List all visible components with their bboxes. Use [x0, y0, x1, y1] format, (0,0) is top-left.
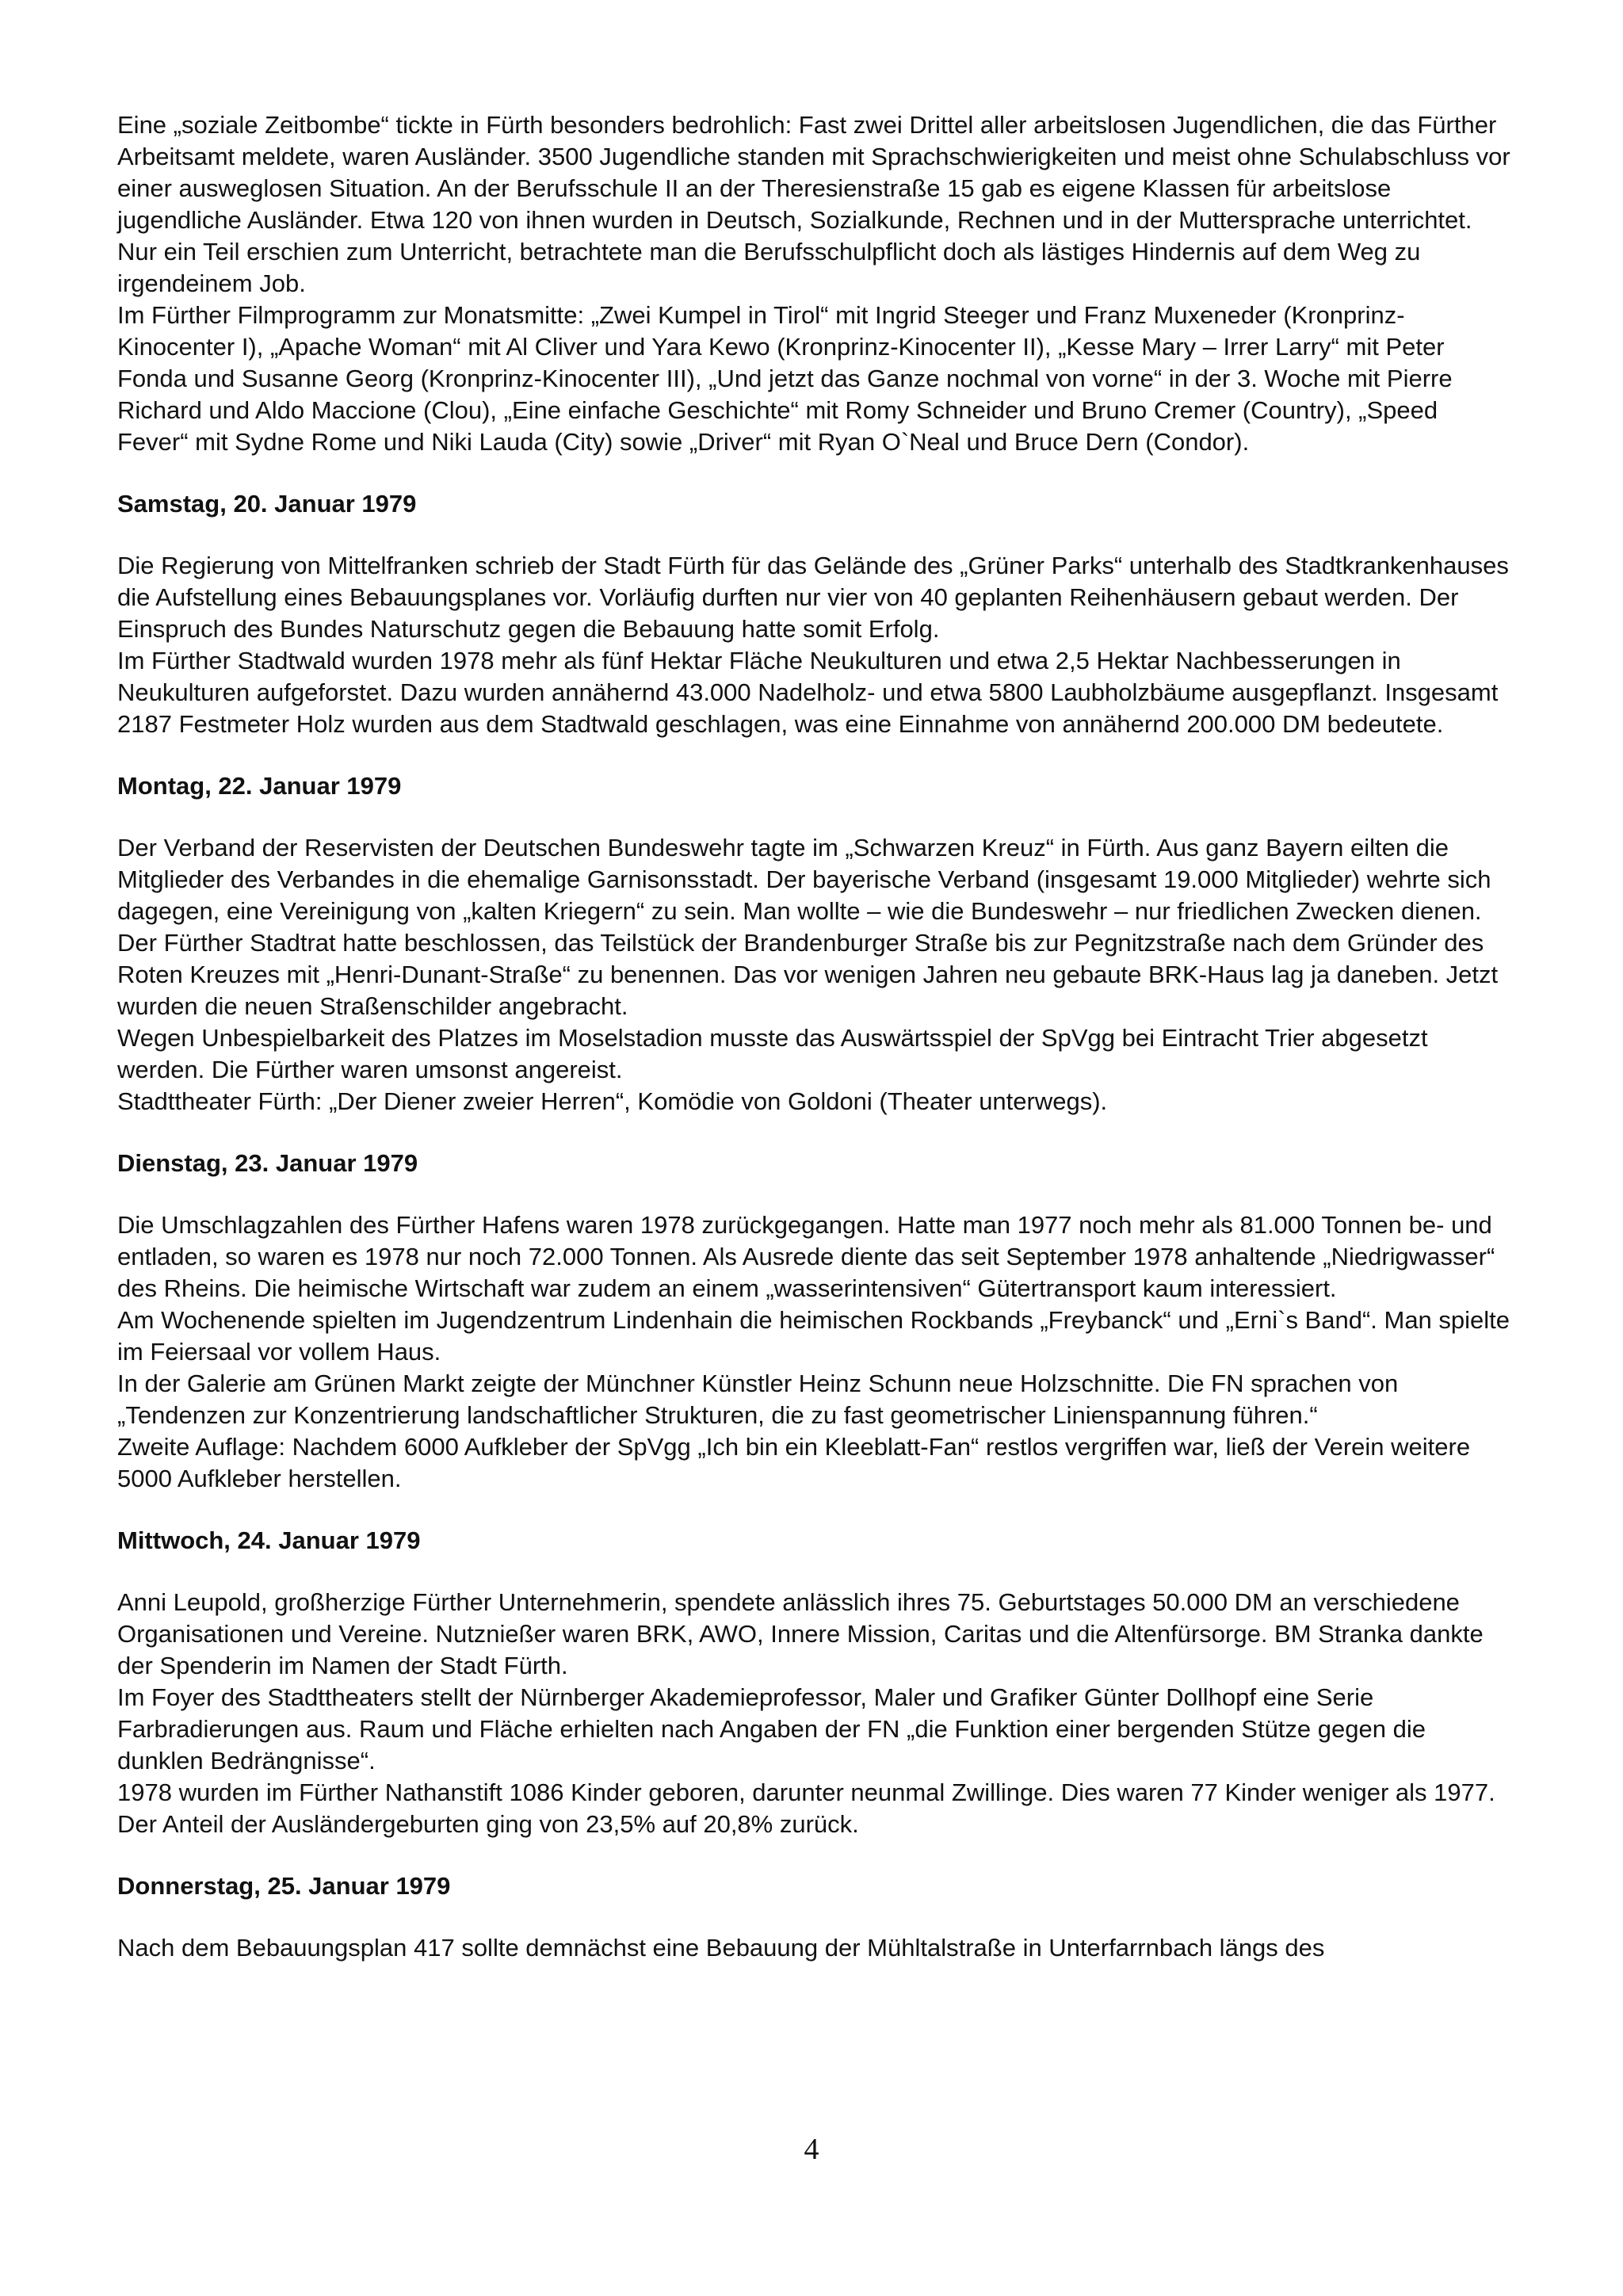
section-heading: Donnerstag, 25. Januar 1979 — [117, 1872, 451, 1900]
section-paragraph: Der Fürther Stadtrat hatte beschlossen, das Teilstück der Brandenburger Straße bis zur Pegnitzstraße nach dem Gründer des Roten Kreuzes mit „Henri-Dunant-Straße“ zu benennen. Das vor wenigen Jahren neu gebaute BRK-Haus lag ja daneben. Jetzt wurden die neuen Straßenschilder angebracht. — [117, 929, 1499, 1020]
section-paragraph: Anni Leupold, großherzige Fürther Unternehmerin, spendete anlässlich ihres 75. Geburtstages 50.000 DM an verschiedene Organisationen und Vereine. Nutznießer waren BRK, AWO, Innere Mission, Caritas und die Altenfürsorge. BM Stranka dankte der Spenderin im Namen der Stadt Fürth. — [117, 1588, 1484, 1679]
section-paragraph: Die Regierung von Mittelfranken schrieb der Stadt Fürth für das Gelände des „Grüner Parks“ unterhalb des Stadtkrankenhauses die Aufstellung eines Bebauungsplanes vor. Vorläufig durften nur vier von 40 geplanten Reihenhäusern gebaut werden. Der Einspruch des Bundes Naturschutz gegen die Bebauung hatte somit Erfolg. — [117, 552, 1509, 643]
section-heading: Mittwoch, 24. Januar 1979 — [117, 1526, 421, 1554]
section-paragraph: Im Foyer des Stadttheaters stellt der Nürnberger Akademieprofessor, Maler und Grafiker Günter Dollhopf eine Serie Farbradierungen aus. Raum und Fläche erhielten nach Angaben der FN „die Funktion einer bergenden Stütze gegen die dunklen Bedrängnisse“. — [117, 1683, 1426, 1775]
page-content — [117, 109, 1512, 1964]
section-paragraph: 1978 wurden im Fürther Nathanstift 1086 Kinder geboren, darunter neunmal Zwillinge. Dies waren 77 Kinder weniger als 1977. Der Anteil der Ausländergeburten ging von 23,5% auf 20,8% zurück. — [117, 1778, 1495, 1838]
section-paragraph: In der Galerie am Grünen Markt zeigte der Münchner Künstler Heinz Schunn neue Holzschnitte. Die FN sprachen von „Tendenzen zur Konzentrierung landschaftlicher Strukturen, die zu fast geometrischer Linienspannung führen.“ — [117, 1370, 1399, 1429]
section-heading: Montag, 22. Januar 1979 — [117, 772, 402, 800]
section-paragraph: Der Verband der Reservisten der Deutschen Bundeswehr tagte im „Schwarzen Kreuz“ in Fürth. Aus ganz Bayern eilten die Mitglieder des Verbandes in die ehemalige Garnisonsstadt. Der bayerische Verband (insgesamt 19.000 Mitglieder) wehrte sich dagegen, eine Vereinigung von „kalten Kriegern“ zu sein. Man wollte – wie die Bundeswehr – nur friedlichen Zwecken dienen. — [117, 834, 1491, 925]
section-paragraph: Wegen Unbespielbarkeit des Platzes im Moselstadion musste das Auswärtsspiel der SpVgg bei Eintracht Trier abgesetzt werden. Die Fürther waren umsonst angereist. — [117, 1024, 1428, 1083]
section-paragraph: Zweite Auflage: Nachdem 6000 Aufkleber der SpVgg „Ich bin ein Kleeblatt-Fan“ restlos vergriffen war, ließ der Verein weitere 5000 Aufkleber herstellen. — [117, 1433, 1471, 1492]
section-paragraph: Nach dem Bebauungsplan 417 sollte demnächst eine Bebauung der Mühltalstraße in Unterfarrnbach längs des — [117, 1934, 1325, 1962]
page-number: 4 — [804, 2133, 819, 2166]
section-paragraph: Stadttheater Fürth: „Der Diener zweier Herren“, Komödie von Goldoni (Theater unterwegs). — [117, 1087, 1108, 1115]
section-paragraph: Im Fürther Stadtwald wurden 1978 mehr als fünf Hektar Fläche Neukulturen und etwa 2,5 Hektar Nachbesserungen in Neukulturen aufgeforstet. Dazu wurden annähernd 43.000 Nadelholz- und etwa 5800 Laubholzbäume ausgepflanzt. Insgesamt 2187 Festmeter Holz wurden aus dem Stadtwald geschlagen, was eine Einnahme von annähernd 200.000 DM bedeutete. — [117, 647, 1499, 738]
section-paragraph: Am Wochenende spielten im Jugendzentrum Lindenhain die heimischen Rockbands „Freybanck“ und „Erni`s Band“. Man spielte im Feiersaal vor vollem Haus. — [117, 1306, 1510, 1366]
intro-paragraph: Eine „soziale Zeitbombe“ tickte in Fürth besonders bedrohlich: Fast zwei Drittel aller arbeitslosen Jugendlichen, die das Fürther Arbeitsamt meldete, waren Ausländer. 3500 Jugendliche standen mit Sprachschwierigkeiten und meist ohne Schulabschluss vor einer ausweglosen Situation. An der Berufsschule II an der Theresienstraße 15 gab es eigene Klassen für arbeitslose jugendliche Ausländer. Etwa 120 von ihnen wurden in Deutsch, Sozialkunde, Rechnen und in der Muttersprache unterrichtet. Nur ein Teil erschien zum Unterricht, betrachtete man die Berufsschulpflicht doch als lästiges Hindernis auf dem Weg zu irgendeinem Job. — [117, 111, 1510, 297]
intro-paragraph: Im Fürther Filmprogramm zur Monatsmitte: „Zwei Kumpel in Tirol“ mit Ingrid Steeger und Franz Muxeneder (Kronprinz-Kinocenter I), „Apache Woman“ mit Al Cliver und Yara Kewo (Kronprinz-Kinocenter II), „Kesse Mary – Irrer Larry“ mit Peter Fonda und Susanne Georg (Kronprinz-Kinocenter III), „Und jetzt das Ganze nochmal von vorne“ in der 3. Woche mit Pierre Richard und Aldo Maccione (Clou), „Eine einfache Geschichte“ mit Romy Schneider und Bruno Cremer (Country), „Speed Fever“ mit Sydne Rome und Niki Lauda (City) sowie „Driver“ mit Ryan O`Neal und Bruce Dern (Condor). — [117, 301, 1453, 456]
section-heading: Samstag, 20. Januar 1979 — [117, 490, 417, 518]
section-heading: Dienstag, 23. Januar 1979 — [117, 1149, 418, 1177]
section-paragraph: Die Umschlagzahlen des Fürther Hafens waren 1978 zurückgegangen. Hatte man 1977 noch mehr als 81.000 Tonnen be- und entladen, so waren es 1978 nur noch 72.000 Tonnen. Als Ausrede diente das seit September 1978 anhaltende „Niedrigwasser“ des Rheins. Die heimische Wirtschaft war zudem an einem „wasserintensiven“ Gütertransport kaum interessiert. — [117, 1211, 1495, 1302]
